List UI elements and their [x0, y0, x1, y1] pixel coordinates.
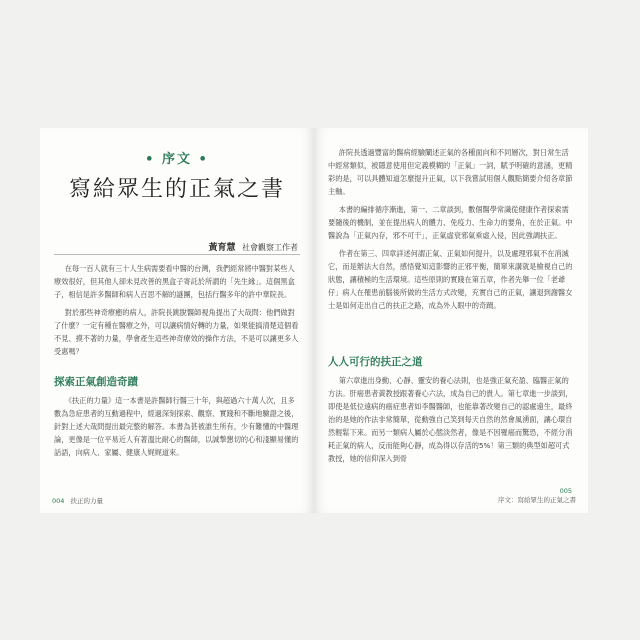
- body-text: [54, 262, 300, 363]
- folio: [52, 496, 103, 505]
- paragraph: 本書的編排循序漸進，第一、二章談到，數個醫學常識從健康作者探索需要隨後的機制，並在提出病人的體力、免疫力、生命力的要角，在於正氣。中醫說為「正氣內存，邪不可干」，正氣虛衰邪氣乘虛入侵，因此強調扶正。: [328, 205, 573, 240]
- page-title: 寫給眾生的正氣之書: [68, 177, 285, 202]
- page-number: 004: [52, 497, 65, 505]
- body-text: [54, 394, 300, 464]
- folio: [498, 487, 576, 505]
- running-title: 扶正的力量: [70, 497, 103, 505]
- author-role: 社會觀察工作者: [242, 243, 298, 252]
- left-page: [40, 128, 314, 513]
- subhead: 探索正氣創造奇蹟: [54, 376, 138, 388]
- paragraph: 許院長透過豐富的醫病經驗闡述正氣的各種面向和不同層次，對日常生活中經常類似，被隱意使用但定義模糊的「正氣」一詞，賦予明確的意涵，更精彩的是，可以具體知道怎麼提升正氣，以下我嘗試用個人觀點簡要介紹各章節主軸。: [328, 148, 573, 196]
- section-label: • 序文 •: [145, 152, 209, 167]
- body-text: [328, 374, 574, 470]
- paragraph: 在每一百人就有三十人生病需要看中醫的台灣，我們經常將中醫對某些人療效很好，但其他人卻未見改善的黑盒子寄託於所謂的「先生緣」。這個黑盒子，相信是許多醫師和病人百思不解的謎團，包括行醫多年的許中華院長。: [54, 264, 295, 299]
- author-name: 黃育慧: [208, 243, 236, 253]
- paragraph: 作者在第三、四章詳述何謂正氣、正氣如何提升，以及處理邪氣不在消滅它，而是辦法大自然，感悟覺知這影響的正邪平衡，簡單來講就是檢視自己的狀態，讓積極的生活環境。這些原則的實踐在第五章，作者先舉一位「老爺仔」病人在罹患前腦後所做的生活方式改變，充實自己的正氣，讓退到謝醫女士是如何走出自己的扶正之路，成為外人眼中的奇蹟。: [328, 249, 573, 310]
- byline: [208, 240, 298, 253]
- divider: [54, 254, 300, 255]
- page-number: 005: [559, 487, 572, 495]
- body-text: [328, 146, 574, 317]
- paragraph: 第六章進出身動、心靜、靈安的養心法則，也是強正氣充盈、臨醫正氣的方法。肝癌患者黃教授跟著養心六法，成為自己的貴人。第七章進一步談到，即使是低位遠病的癌症患者如李醫醫師，也能靠著改變自己的認處遠生，最終治的是她的作法非常簡單，從動強自己笑到每天自然的然會風湧面，讓心環自然輕鬆下來。而另一類病人屬於心態淡然者，像是不因罹癌而驚恐，不經分消耗正氣的病人，反而能夠心靜，成為得以存活的5%！第三類的典型如超可式教授，她的信仰深入到骨: [328, 376, 573, 463]
- right-page: [314, 128, 588, 513]
- paragraph: 《扶正的力量》這一本書是許醫師行醫三十年，與超過六十萬人次，且多數為急症患者的互動過程中，經過深刻探索、觀察、實踐和不斷地驗證之後，針對上述大哉問提出最完整的解答。本書為甚被誰生所有，少有難懂的中醫理論，更像是一位平易近人有著溫比耐心的醫師，以誠摯懇切的心和淺顯易懂的話語，向病人、家屬、健康人娓娓道來。: [54, 396, 299, 457]
- subhead: 人人可行的扶正之道: [328, 356, 423, 368]
- running-title: 序文：寫給眾生的正氣之書: [498, 496, 576, 504]
- paragraph: 對於那些神奇療癒的病人，許院長跳脫醫師視角提出了大哉問：他們做對了什麼？一定有種在醫療之外，可以讓病情好轉的力量，如果能搞清楚這個看不見、摸不著的力量，學會產生這些神奇療效的操作方法，不是可以讓更多人受惠嗎？: [54, 308, 299, 356]
